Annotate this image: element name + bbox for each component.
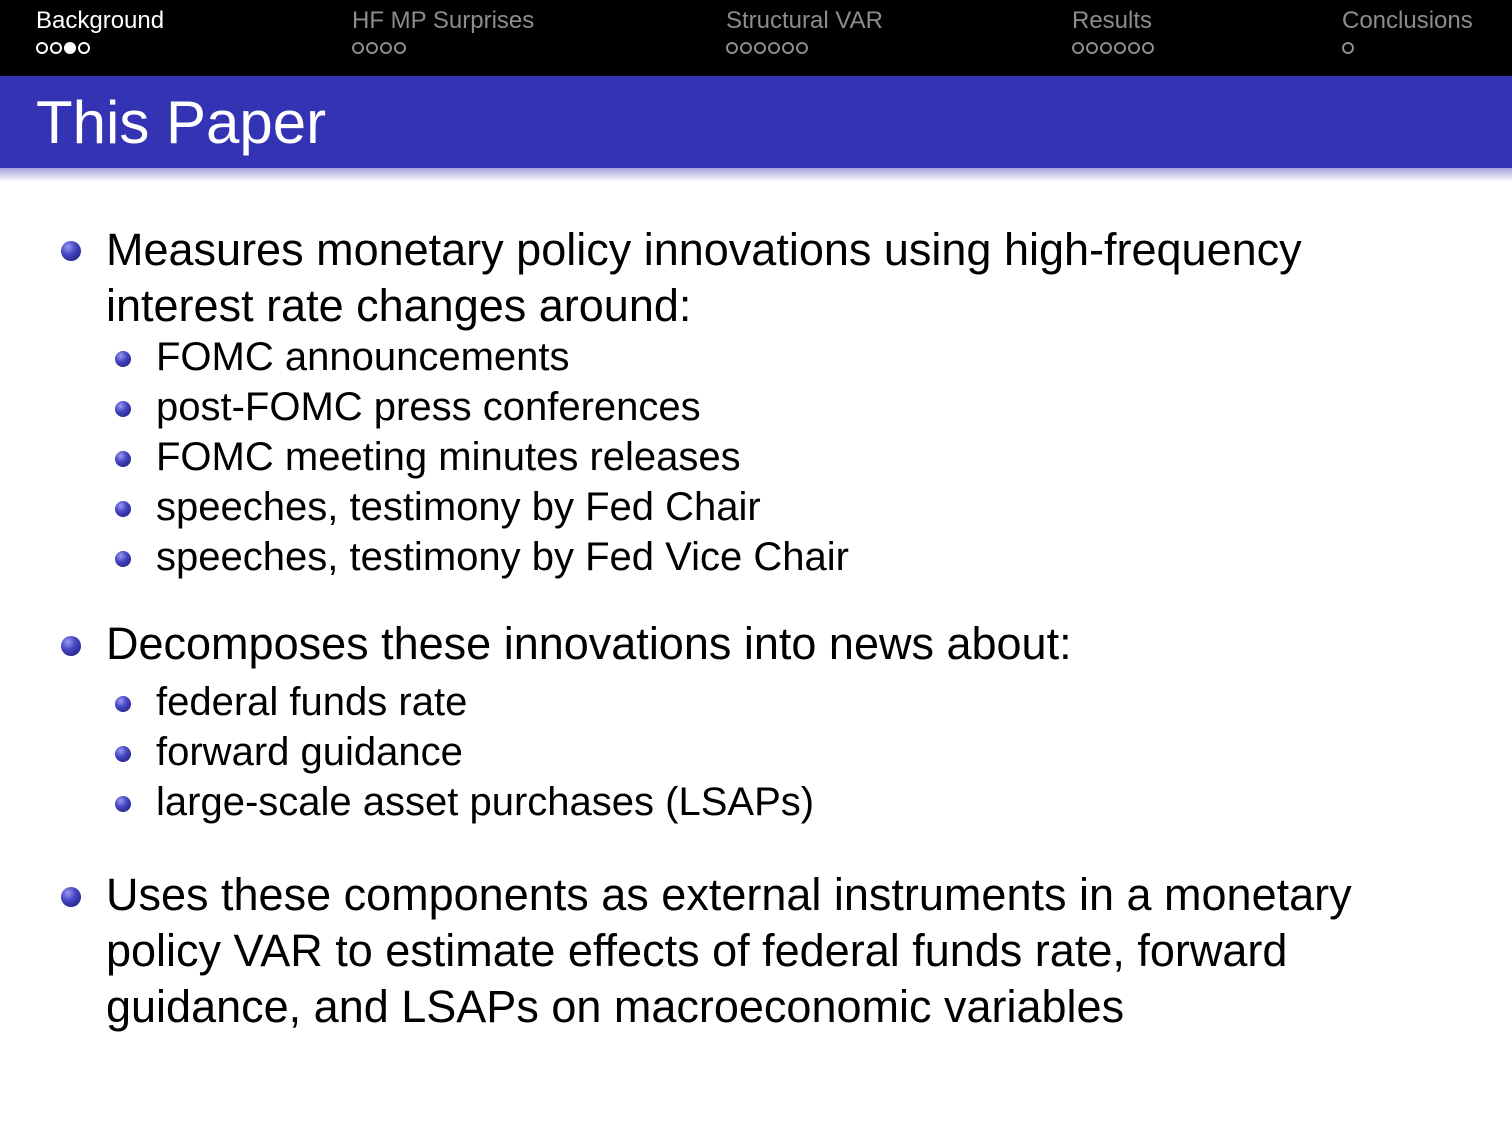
bullet-ball-icon xyxy=(61,636,81,656)
bullet-item xyxy=(106,867,1446,1035)
sub-bullet-ball-icon xyxy=(115,451,131,467)
sub-bullet-ball-icon xyxy=(115,696,131,712)
sub-bullet-ball-icon xyxy=(115,796,131,812)
bullet-ball-icon xyxy=(61,887,81,907)
sub-bullet-item: FOMC announcements xyxy=(156,335,570,379)
sub-bullet-ball-icon xyxy=(115,501,131,517)
bullet-ball-icon xyxy=(61,241,81,261)
sub-bullet-ball-icon xyxy=(115,351,131,367)
frame-title: This Paper xyxy=(36,89,327,156)
bullet-text-line: Measures monetary policy innovations using high-frequency xyxy=(106,224,1302,275)
sub-bullet-item: FOMC meeting minutes releases xyxy=(156,435,741,479)
bullet-text-line: Uses these components as external instruments in a monetary xyxy=(106,869,1352,920)
sub-bullet-ball-icon xyxy=(115,746,131,762)
nav-section-label[interactable]: HF MP Surprises xyxy=(352,7,535,34)
sub-bullet-item: large-scale asset purchases (LSAPs) xyxy=(156,780,815,824)
bullet-text-line: guidance, and LSAPs on macroeconomic variables xyxy=(106,981,1125,1032)
sub-bullet-item: post-FOMC press conferences xyxy=(156,385,701,429)
bullet-text-line: policy VAR to estimate effects of federal funds rate, forward xyxy=(106,925,1288,976)
nav-section-label[interactable]: Conclusions xyxy=(1342,7,1473,34)
bullet-text-line: Decomposes these innovations into news about: xyxy=(106,618,1072,669)
nav-section-label[interactable]: Structural VAR xyxy=(726,7,883,34)
nav-section-label[interactable]: Background xyxy=(36,7,165,34)
sub-bullet-item: speeches, testimony by Fed Chair xyxy=(156,485,761,529)
sub-bullet-ball-icon xyxy=(115,401,131,417)
sub-bullet-ball-icon xyxy=(115,551,131,567)
sub-bullet-item: federal funds rate xyxy=(156,680,468,724)
nav-section-label[interactable]: Results xyxy=(1072,7,1153,34)
sub-bullet-item: forward guidance xyxy=(156,730,463,774)
bullet-item xyxy=(106,222,1446,334)
bullet-item xyxy=(106,616,1446,672)
bullet-text-line: interest rate changes around: xyxy=(106,280,692,331)
sub-bullet-item: speeches, testimony by Fed Vice Chair xyxy=(156,535,849,579)
